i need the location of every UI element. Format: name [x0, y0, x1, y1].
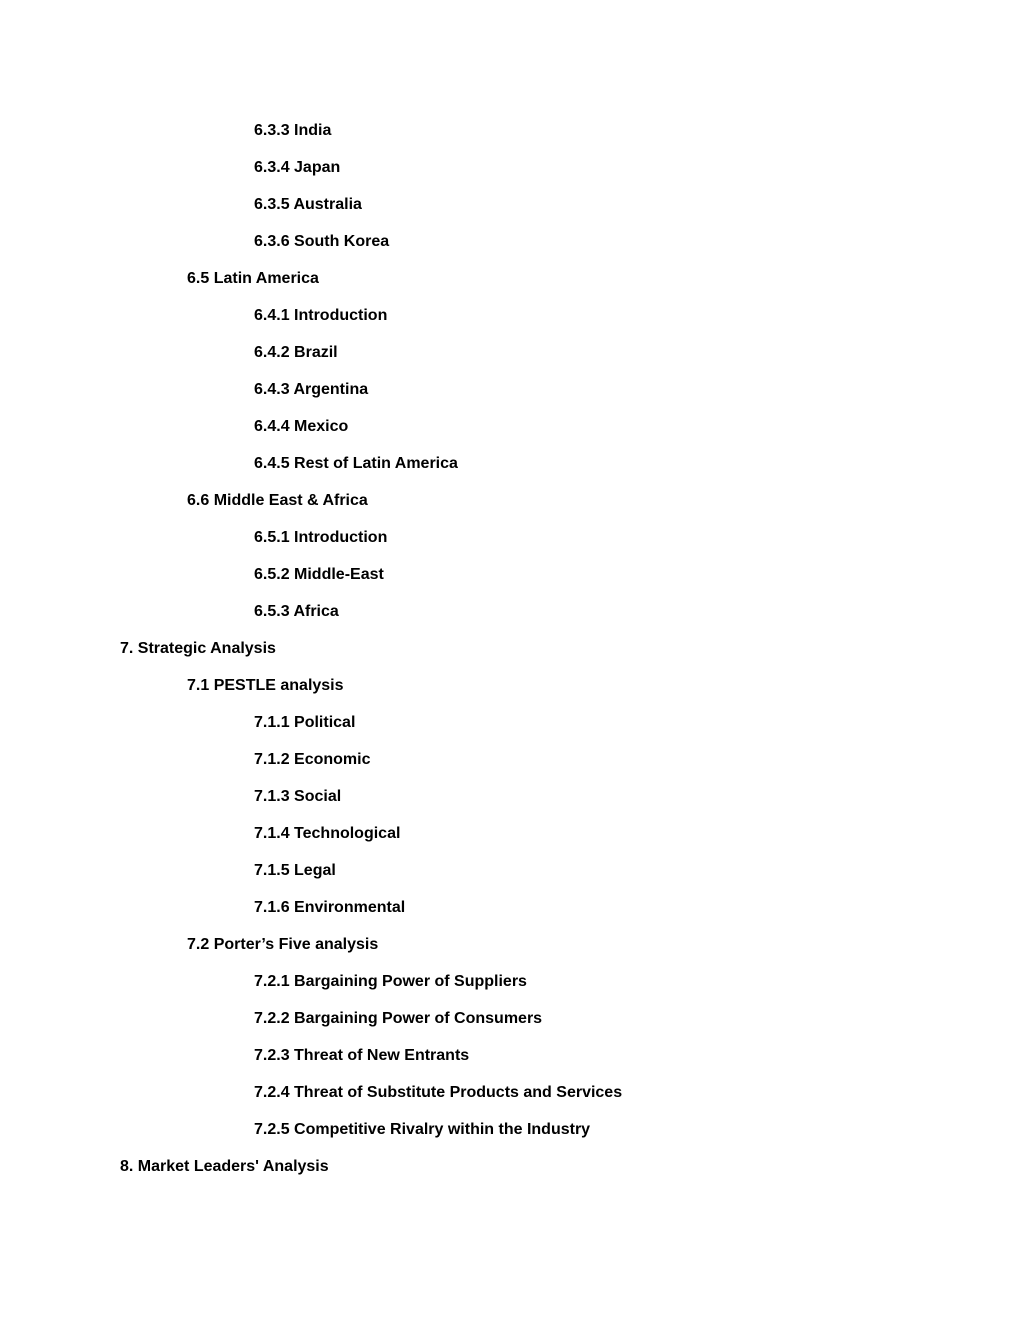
toc-entry: 6.3.3 India [254, 122, 332, 139]
toc-entry: 6.4.4 Mexico [254, 418, 349, 435]
toc-entry: 7.2.2 Bargaining Power of Consumers [254, 1010, 543, 1027]
toc-entry: 6.3.4 Japan [254, 159, 341, 176]
toc-entry: 7.1.6 Environmental [254, 899, 406, 916]
toc-entry: 7.2.3 Threat of New Entrants [254, 1047, 470, 1064]
toc-section-heading: 7.2 Porter’s Five analysis [187, 936, 379, 953]
toc-entry: 6.4.5 Rest of Latin America [254, 455, 458, 472]
toc-entry: 7.2.4 Threat of Substitute Products and Services [254, 1084, 623, 1101]
toc-entry: 6.3.6 South Korea [254, 233, 390, 250]
toc-chapter-heading: 8. Market Leaders' Analysis [120, 1158, 329, 1175]
toc-section-heading: 6.6 Middle East & Africa [187, 492, 368, 509]
toc-entry: 7.2.1 Bargaining Power of Suppliers [254, 973, 527, 990]
toc-entry: 7.1.1 Political [254, 714, 356, 731]
table-of-contents [0, 120, 1024, 1193]
toc-chapter-heading: 7. Strategic Analysis [120, 640, 276, 657]
toc-entry: 7.1.4 Technological [254, 825, 401, 842]
toc-entry: 6.5.1 Introduction [254, 529, 388, 546]
toc-entry: 7.1.5 Legal [254, 862, 336, 879]
toc-entry: 7.1.2 Economic [254, 751, 371, 768]
toc-entry: 7.2.5 Competitive Rivalry within the Industry [254, 1121, 591, 1138]
toc-entry: 6.4.1 Introduction [254, 307, 388, 324]
toc-entry: 6.3.5 Australia [254, 196, 362, 213]
toc-section-heading: 6.5 Latin America [187, 270, 319, 287]
toc-entry: 6.5.3 Africa [254, 603, 339, 620]
toc-entry: 6.4.2 Brazil [254, 344, 338, 361]
toc-section-heading: 7.1 PESTLE analysis [187, 677, 344, 694]
toc-entry: 7.1.3 Social [254, 788, 342, 805]
toc-entry: 6.5.2 Middle-East [254, 566, 384, 583]
toc-entry: 6.4.3 Argentina [254, 381, 369, 398]
